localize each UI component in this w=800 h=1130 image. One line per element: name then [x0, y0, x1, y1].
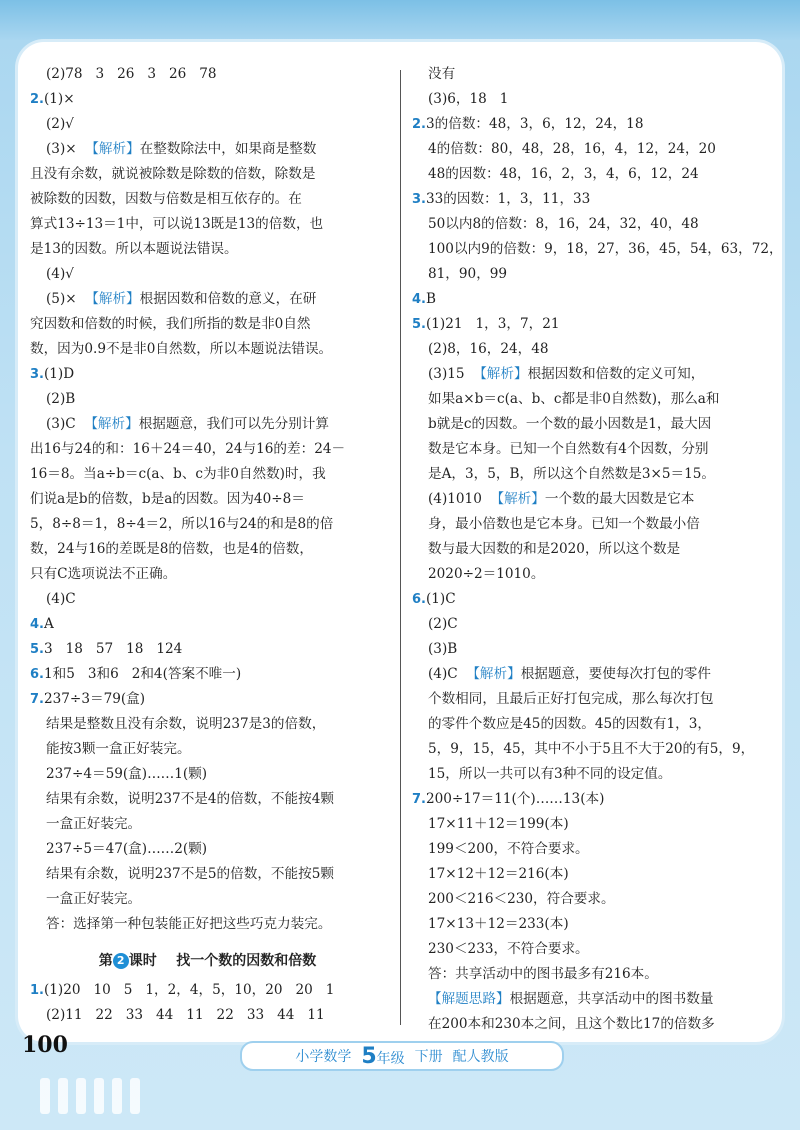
answer-line — [412, 762, 774, 787]
answer-line — [30, 462, 385, 487]
answer-text: 5，8÷8＝1，8÷4＝2，所以16与24的和是8的倍 — [30, 516, 334, 532]
answer-line — [412, 362, 774, 387]
answer-line — [412, 862, 774, 887]
subheading-prefix: 第 — [98, 953, 113, 969]
answer-line — [30, 312, 385, 337]
analysis-tag: 【解析】 — [84, 416, 139, 432]
answer-line — [30, 812, 385, 837]
answer-line — [30, 712, 385, 737]
answer-text: 100以内9的倍数：9，18，27，36，45，54，63，72， — [428, 241, 783, 257]
answer-line — [412, 1012, 774, 1037]
question-number: 4. — [30, 617, 44, 632]
answer-line — [30, 837, 385, 862]
answer-line — [412, 587, 774, 612]
footer-subject: 小学数学 — [295, 1049, 352, 1065]
answer-text: (2)C — [428, 616, 458, 632]
answer-text: 根据因数和倍数的定义可知， — [527, 366, 705, 382]
analysis-tag: 【解析】 — [85, 291, 140, 307]
answer-text: (2)B — [46, 391, 76, 407]
answer-line — [30, 512, 385, 537]
answer-text: 结果是整数且没有余数，说明237是3的倍数， — [46, 716, 326, 732]
answer-text: 81，90，99 — [428, 266, 508, 282]
answer-line — [412, 937, 774, 962]
answer-line — [412, 987, 774, 1012]
answer-line — [30, 1003, 385, 1028]
answer-line — [412, 737, 774, 762]
answer-line — [30, 237, 385, 262]
answer-line — [412, 637, 774, 662]
answer-text: 数与最大因数的和是2020，所以这个数是 — [428, 541, 681, 557]
question-number: 5. — [30, 642, 44, 657]
answer-line — [412, 887, 774, 912]
answer-line — [412, 62, 774, 87]
answer-prefix: (3)C — [46, 416, 85, 432]
analysis-tag: 【解析】 — [85, 141, 140, 157]
question-number: 4. — [412, 292, 426, 307]
answer-text: 17×12＋12＝216(本) — [428, 866, 569, 882]
answer-line — [412, 387, 774, 412]
answer-line — [412, 412, 774, 437]
answer-text: 15，所以一共可以有3种不同的设定值。 — [428, 766, 672, 782]
answer-line — [30, 262, 385, 287]
answer-text: 根据题意，我们可以先分别计算 — [138, 416, 329, 432]
answer-line — [412, 812, 774, 837]
answer-line — [30, 412, 385, 437]
answer-line — [30, 687, 385, 712]
answer-line — [30, 662, 385, 687]
answer-text: 33的因数：1，3，11，33 — [425, 191, 591, 207]
answer-text: 算式13÷13＝1中，可以说13既是13的倍数，也 — [30, 216, 324, 232]
subheading-title: 课时 找一个数的因数和倍数 — [128, 953, 317, 969]
answer-text: (1)20 10 5 1，2，4，5，10，20 20 1 — [43, 982, 335, 998]
answer-text: (4)√ — [46, 266, 74, 282]
answer-text: 出16与24的和：16＋24＝40，24与16的差：24－ — [30, 441, 346, 457]
answer-text: 3 18 57 18 124 — [43, 641, 183, 657]
answer-text: 只有C选项说法不正确。 — [30, 566, 177, 582]
answer-text: 237÷3＝79(盒) — [43, 691, 146, 707]
answer-line — [412, 237, 783, 262]
answer-text: A — [43, 616, 54, 632]
answer-line — [30, 362, 385, 387]
answer-line — [412, 962, 774, 987]
footer-grade: 年级 — [376, 1050, 405, 1067]
answer-line — [412, 787, 774, 812]
answer-text: 一盒正好装完。 — [46, 816, 142, 832]
analysis-tag: 【解析】 — [473, 366, 528, 382]
answer-text: (4)C — [46, 591, 76, 607]
left-column — [30, 62, 385, 1028]
answer-text: 根据因数和倍数的意义，在研 — [139, 291, 317, 307]
answer-line — [412, 287, 774, 312]
answer-text: 在200本和230本之间，且这个数比17的倍数多 — [428, 1016, 715, 1032]
footer-band — [240, 1041, 564, 1071]
answer-text: 根据题意，共享活动中的图书数量 — [509, 991, 714, 1007]
answer-line — [412, 87, 774, 112]
answer-text: 230＜233，不符合要求。 — [428, 941, 589, 957]
question-number: 2. — [30, 92, 44, 107]
answer-line — [412, 162, 774, 187]
analysis-tag: 【解析】 — [490, 491, 545, 507]
page-number: 100 — [22, 1032, 68, 1058]
answer-line — [30, 737, 385, 762]
answer-line — [30, 437, 385, 462]
answer-text: 1和5 3和6 2和4(答案不唯一) — [43, 666, 242, 682]
answer-line — [412, 487, 774, 512]
answer-text: 能按3颗一盒正好装完。 — [46, 741, 191, 757]
answer-text: (1)C — [425, 591, 456, 607]
answer-line — [412, 512, 774, 537]
answer-prefix: (4)1010 — [428, 491, 491, 507]
answer-prefix: (3)× — [46, 141, 86, 157]
answer-text: (1)21 1，3，7，21 — [425, 316, 560, 332]
answer-text: 数是它本身。已知一个自然数有4个因数，分别 — [428, 441, 709, 457]
answer-line — [412, 687, 774, 712]
footer-term: 下册 — [414, 1049, 443, 1065]
decorative-tabs — [40, 1078, 150, 1118]
answer-line — [30, 212, 385, 237]
answer-text: 200＜216＜230，符合要求。 — [428, 891, 615, 907]
answer-text: 结果有余数，说明237不是4的倍数，不能按4颗 — [46, 791, 334, 807]
answer-line — [30, 787, 385, 812]
answer-line — [30, 187, 385, 212]
answer-text: (2)11 22 33 44 11 22 33 44 11 — [46, 1007, 325, 1023]
answer-line — [30, 978, 385, 1003]
answer-line — [30, 762, 385, 787]
answer-text: 答：共享活动中的图书最多有216本。 — [428, 966, 658, 982]
answer-line — [412, 212, 774, 237]
question-number: 3. — [30, 367, 44, 382]
answer-text: 199＜200，不符合要求。 — [428, 841, 589, 857]
answer-line — [30, 287, 385, 312]
answer-text: 3的倍数：48，3，6，12，24，18 — [425, 116, 644, 132]
answer-line — [412, 187, 774, 212]
answer-line — [30, 612, 385, 637]
answer-line — [30, 912, 385, 937]
answer-line — [412, 712, 774, 737]
answer-line — [412, 337, 774, 362]
column-divider — [400, 70, 401, 1025]
answer-line — [412, 462, 774, 487]
answer-text: 被除数的因数，因数与倍数是相互依存的。在 — [30, 191, 302, 207]
answer-text: 根据题意，要使每次打包的零件 — [520, 666, 711, 682]
answer-text: 如果a×b＝c(a、b、c都是非0自然数)，那么a和 — [428, 391, 720, 407]
answer-line — [30, 337, 385, 362]
answer-text: 且没有余数，就说被除数是除数的倍数，除数是 — [30, 166, 316, 182]
answer-text: 究因数和倍数的时候，我们所指的数是非0自然 — [30, 316, 311, 332]
answer-text: 的零件个数应是45的因数。45的因数有1，3， — [428, 716, 711, 732]
answer-line — [412, 662, 774, 687]
answer-line — [30, 387, 385, 412]
answer-line — [412, 112, 774, 137]
answer-text: 在整数除法中，如果商是整数 — [139, 141, 317, 157]
answer-line — [30, 162, 385, 187]
answer-text: (1)× — [43, 91, 75, 107]
question-number: 7. — [30, 692, 44, 707]
answer-text: 2020÷2＝1010。 — [428, 566, 545, 582]
answer-text: 数，因为0.9不是非0自然数，所以本题说法错误。 — [30, 341, 333, 357]
answer-text: 一盒正好装完。 — [46, 891, 142, 907]
answer-line — [30, 62, 385, 87]
answer-text: 50以内8的倍数：8，16，24，32，40，48 — [428, 216, 699, 232]
answer-text: 48的因数：48，16，2，3，4，6，12，24 — [428, 166, 699, 182]
question-number: 2. — [412, 117, 426, 132]
answer-line — [30, 862, 385, 887]
answer-text: b就是c的因数。一个数的最小因数是1，最大因 — [428, 416, 712, 432]
answer-line — [412, 537, 774, 562]
lesson-subheading — [30, 949, 385, 976]
lesson-number-badge: 2 — [113, 953, 129, 969]
answer-text: B — [425, 291, 436, 307]
answer-line — [412, 437, 774, 462]
answer-text: (1)D — [43, 366, 75, 382]
answer-text: 身，最小倍数也是它本身。已知一个数最小倍 — [428, 516, 700, 532]
answer-line — [30, 112, 385, 137]
answer-prefix: (5)× — [46, 291, 86, 307]
answer-prefix: (4)C — [428, 666, 467, 682]
answer-line — [30, 137, 385, 162]
answer-line — [412, 312, 774, 337]
question-number: 5. — [412, 317, 426, 332]
answer-line — [412, 912, 774, 937]
answer-line — [30, 537, 385, 562]
answer-text: 个数相同，且最后正好打包完成，那么每次打包 — [428, 691, 714, 707]
answer-text: 是A，3，5，B，所以这个自然数是3×5＝15。 — [428, 466, 715, 482]
answer-text: 237÷4＝59(盒)……1(颗) — [46, 766, 208, 782]
question-number: 6. — [412, 592, 426, 607]
question-number: 6. — [30, 667, 44, 682]
answer-line — [412, 837, 774, 862]
answer-text: 237÷5＝47(盒)……2(颗) — [46, 841, 208, 857]
footer-grade-number: 5 — [361, 1043, 377, 1069]
answer-prefix: (3)15 — [428, 366, 474, 382]
question-number: 1. — [30, 983, 44, 998]
answer-text: 4的倍数：80，48，28，16，4，12，24，20 — [428, 141, 716, 157]
answer-line — [30, 887, 385, 912]
question-number: 3. — [412, 192, 426, 207]
answer-line — [412, 262, 774, 287]
answer-text: 是13的因数。所以本题说法错误。 — [30, 241, 238, 257]
frame-top-band — [0, 0, 800, 40]
answer-text: 一个数的最大因数是它本 — [544, 491, 695, 507]
answer-line — [30, 87, 385, 112]
answer-text: 结果有余数，说明237不是5的倍数，不能按5颗 — [46, 866, 334, 882]
question-number: 7. — [412, 792, 426, 807]
answer-line — [30, 487, 385, 512]
footer-edition: 配人教版 — [452, 1049, 509, 1065]
analysis-tag: 【解析】 — [466, 666, 521, 682]
answer-text: 5，9，15，45，其中不小于5且不大于20的有5，9， — [428, 741, 755, 757]
answer-text: 17×11＋12＝199(本) — [428, 816, 569, 832]
answer-text: 没有 — [428, 66, 456, 82]
right-column — [412, 62, 783, 1037]
answer-text: (2)78 3 26 3 26 78 — [46, 66, 217, 82]
answer-line — [30, 637, 385, 662]
answer-line — [412, 562, 774, 587]
analysis-tag: 【解题思路】 — [428, 991, 510, 1007]
answer-text: (2)8，16，24，48 — [428, 341, 549, 357]
answer-text: 数，24与16的差既是8的倍数，也是4的倍数， — [30, 541, 313, 557]
answer-text: 17×13＋12＝233(本) — [428, 916, 569, 932]
answer-line — [30, 587, 385, 612]
answer-text: (2)√ — [46, 116, 74, 132]
answer-line — [30, 562, 385, 587]
answer-line — [412, 612, 774, 637]
answer-line — [412, 137, 774, 162]
answer-text: 答：选择第一种包装能正好把这些巧克力装完。 — [46, 916, 332, 932]
answer-text: (3)B — [428, 641, 458, 657]
answer-text: (3)6，18 1 — [428, 91, 509, 107]
answer-text: 们说a是b的倍数，b是a的因数。因为40÷8＝ — [30, 491, 305, 507]
answer-text: 16＝8。当a÷b＝c(a、b、c为非0自然数)时，我 — [30, 466, 326, 482]
answer-text: 200÷17＝11(个)……13(本) — [425, 791, 605, 807]
